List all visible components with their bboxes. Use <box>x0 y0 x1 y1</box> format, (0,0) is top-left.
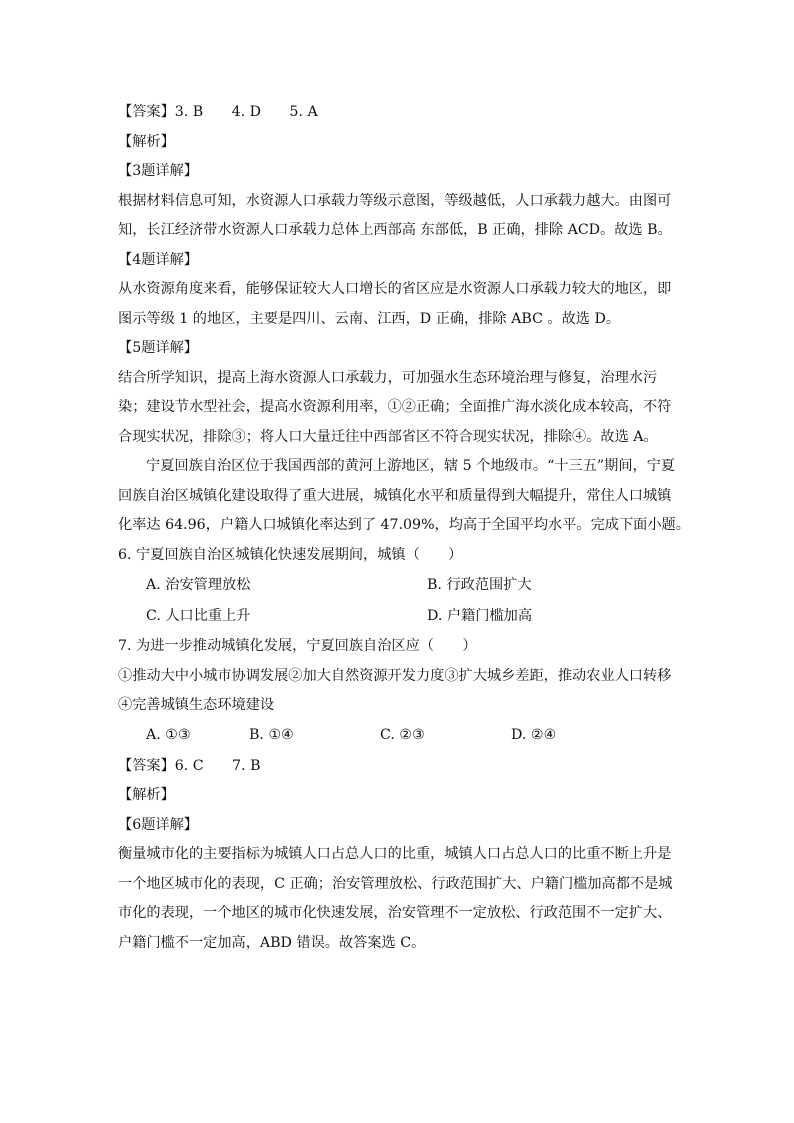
q6-option-d: D. 户籍门槛加高 <box>427 607 533 624</box>
q3-detail-line-2: 知，长江经济带水资源人口承载力总体上西部高 东部低，B 正确，排除 ACD。故选 B。 <box>118 222 672 238</box>
material-line-3: 化率达 64.96，户籍人口城镇化率达到了 47.09%，均高于全国平均水平。完成下面小题。 <box>118 517 690 533</box>
answer-line-2: 【答案】6. C 7. B <box>118 757 261 774</box>
q7-statements-line-2: ④完善城镇生态环境建设 <box>118 697 275 713</box>
q6-detail-line-2: 一个地区城市化的表现，C 正确；治安管理放松、行政范围扩大、户籍门槛加高都不是城 <box>118 875 673 892</box>
q6-detail-heading: 【6题详解】 <box>118 816 198 833</box>
q5-detail-heading: 【5题详解】 <box>118 340 198 356</box>
q7-option-d: D. ②④ <box>511 727 557 744</box>
analysis-heading-1: 【解析】 <box>118 133 175 150</box>
q6-detail-line-4: 户籍门槛不一定加高，ABD 错误。故答案选 C。 <box>118 934 426 951</box>
q6-option-c: C. 人口比重上升 <box>146 607 251 624</box>
q5-detail-line-3: 合现实状况，排除③；将人口大量迁往中西部省区不符合现实状况，排除④。故选 A。 <box>118 428 658 445</box>
material-line-2: 回族自治区城镇化建设取得了重大进展，城镇化水平和质量得到大幅提升，常住人口城镇 <box>118 487 672 504</box>
q6-option-b: B. 行政范围扩大 <box>427 576 532 593</box>
q7-statements-line-1: ①推动大中小城市协调发展②加大自然资源开发力度③扩大城乡差距，推动农业人口转移 <box>118 667 672 684</box>
q7-option-b: B. ①④ <box>249 727 294 744</box>
q4-detail-line-2: 图示等级 1 的地区，主要是四川、云南、江西，D 正确，排除 ABC 。故选 D。 <box>118 310 621 327</box>
q6-stem: 6. 宁夏回族自治区城镇化快速发展期间，城镇（ ） <box>118 546 463 563</box>
q3-detail-heading: 【3题详解】 <box>118 163 198 179</box>
q7-options-row <box>118 721 680 752</box>
document-page <box>118 98 690 958</box>
q6-detail-line-3: 市化的表现，一个地区的城市化快速发展，治安管理不一定放松、行政范围不一定扩大、 <box>118 905 672 921</box>
answer-line-1: 【答案】3. B 4. D 5. A <box>118 104 318 120</box>
q4-detail-heading: 【4题详解】 <box>118 251 198 268</box>
q6-detail-line-1: 衡量城市化的主要指标为城镇人口占总人口的比重，城镇人口占总人口的比重不断上升是 <box>118 846 672 862</box>
q5-detail-line-1: 结合所学知识，提高上海水资源人口承载力，可加强水生态环境治理与修复，治理水污 <box>118 369 658 386</box>
q7-stem: 7. 为进一步推动城镇化发展，宁夏回族自治区应（ ） <box>118 638 477 654</box>
q7-option-c: C. ②③ <box>380 727 425 744</box>
q6-options-row-1 <box>118 570 680 601</box>
analysis-heading-2: 【解析】 <box>118 787 175 803</box>
q4-detail-line-1: 从水资源角度来看，能够保证较大人口增长的省区应是水资源人口承载力较大的地区，即 <box>118 281 672 297</box>
material-line-1: 宁夏回族自治区位于我国西部的黄河上游地区，辖 5 个地级市。“十三五”期间，宁夏 <box>146 458 676 474</box>
q5-detail-line-2: 染；建设节水型社会，提高水资源利用率，①②正确；全面推广海水淡化成本较高，不符 <box>118 399 672 415</box>
q7-option-a: A. ①③ <box>146 727 191 744</box>
q6-option-a: A. 治安管理放松 <box>146 576 251 593</box>
q3-detail-line-1: 根据材料信息可知，水资源人口承载力等级示意图，等级越低，人口承载力越大。由图可 <box>118 192 672 209</box>
q6-options-row-2 <box>118 601 680 632</box>
